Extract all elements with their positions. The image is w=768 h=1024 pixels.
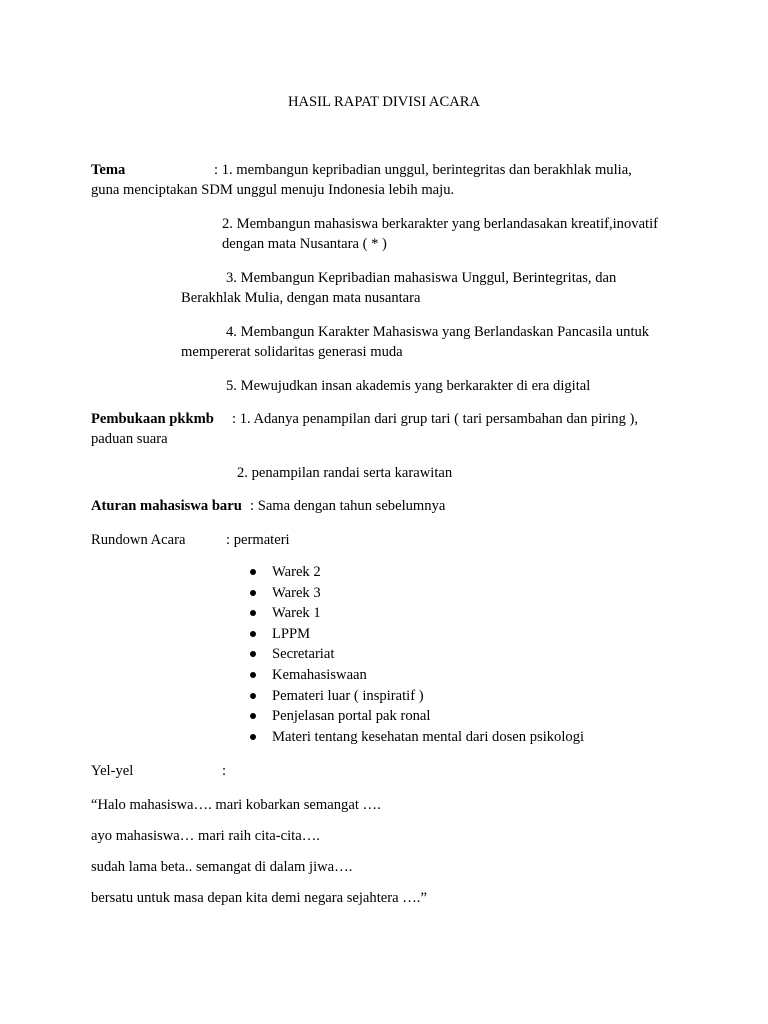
yelyel-line-1: “Halo mahasiswa…. mari kobarkan semangat …. bbox=[91, 797, 381, 813]
yelyel-line-3: sudah lama beta.. semangat di dalam jiwa…. bbox=[91, 859, 353, 875]
list-item-text: Materi tentang kesehatan mental dari dosen psikologi bbox=[272, 728, 585, 745]
tema-item-4-line-1: 4. Membangun Karakter Mahasiswa yang Berlandaskan Pancasila untuk bbox=[226, 324, 650, 340]
bullet-icon bbox=[250, 569, 256, 575]
tema-item-2-line-1: 2. Membangun mahasiswa berkarakter yang berlandasakan kreatif,inovatif bbox=[222, 216, 659, 232]
list-item-text: Kemahasiswaan bbox=[272, 666, 367, 683]
list-item-text: Warek 1 bbox=[272, 605, 321, 622]
yelyel-line-2: ayo mahasiswa… mari raih cita-cita…. bbox=[91, 828, 320, 844]
bullet-icon bbox=[250, 734, 256, 740]
tema-item-2-line-2: dengan mata Nusantara ( * ) bbox=[222, 236, 387, 252]
list-item bbox=[248, 562, 584, 583]
list-item-text: Secretariat bbox=[272, 646, 335, 663]
bullet-icon bbox=[250, 672, 256, 678]
list-item bbox=[248, 644, 584, 665]
list-item bbox=[248, 665, 584, 686]
tema-item-1-line-2: guna menciptakan SDM unggul menuju Indonesia lebih maju. bbox=[91, 182, 455, 198]
bullet-icon bbox=[250, 651, 256, 657]
rundown-list bbox=[248, 562, 584, 747]
list-item-text: Penjelasan portal pak ronal bbox=[272, 708, 431, 725]
tema-item-3-line-1: 3. Membangun Kepribadian mahasiswa Unggul, Berintegritas, dan bbox=[226, 270, 617, 286]
list-item bbox=[248, 624, 584, 645]
list-item bbox=[248, 603, 584, 624]
rundown-label: Rundown Acara bbox=[91, 532, 186, 548]
pembukaan-item-1-line-1: : 1. Adanya penampilan dari grup tari ( tari persambahan dan piring ), bbox=[232, 411, 639, 427]
bullet-icon bbox=[250, 610, 256, 616]
yelyel-colon: : bbox=[222, 763, 227, 779]
tema-item-4-line-2: mempererat solidaritas generasi muda bbox=[181, 344, 403, 360]
tema-item-1-line-1: : 1. membangun kepribadian unggul, berintegritas dan berakhlak mulia, bbox=[214, 162, 632, 178]
list-item bbox=[248, 583, 584, 604]
aturan-label: Aturan mahasiswa baru bbox=[91, 498, 242, 514]
list-item-text: Pemateri luar ( inspiratif ) bbox=[272, 687, 424, 704]
document-title: HASIL RAPAT DIVISI ACARA bbox=[287, 94, 481, 110]
list-item-text: Warek 3 bbox=[272, 584, 321, 601]
bullet-icon bbox=[250, 693, 256, 699]
bullet-icon bbox=[250, 590, 256, 596]
bullet-icon bbox=[250, 631, 256, 637]
yelyel-line-4: bersatu untuk masa depan kita demi negara sejahtera ….” bbox=[91, 890, 427, 906]
tema-item-5: 5. Mewujudkan insan akademis yang berkarakter di era digital bbox=[226, 378, 591, 394]
yelyel-label: Yel-yel bbox=[91, 763, 134, 779]
pembukaan-label: Pembukaan pkkmb bbox=[91, 411, 214, 427]
list-item bbox=[248, 686, 584, 707]
list-item bbox=[248, 727, 584, 748]
rundown-value: : permateri bbox=[226, 532, 290, 548]
list-item-text: LPPM bbox=[272, 625, 311, 642]
pembukaan-item-2: 2. penampilan randai serta karawitan bbox=[237, 465, 453, 481]
tema-label: Tema bbox=[91, 162, 126, 178]
list-item bbox=[248, 706, 584, 727]
tema-item-3-line-2: Berakhlak Mulia, dengan mata nusantara bbox=[181, 290, 421, 306]
bullet-icon bbox=[250, 713, 256, 719]
aturan-value: : Sama dengan tahun sebelumnya bbox=[250, 498, 446, 514]
pembukaan-item-1-line-2: paduan suara bbox=[91, 431, 168, 447]
list-item-text: Warek 2 bbox=[272, 564, 321, 580]
